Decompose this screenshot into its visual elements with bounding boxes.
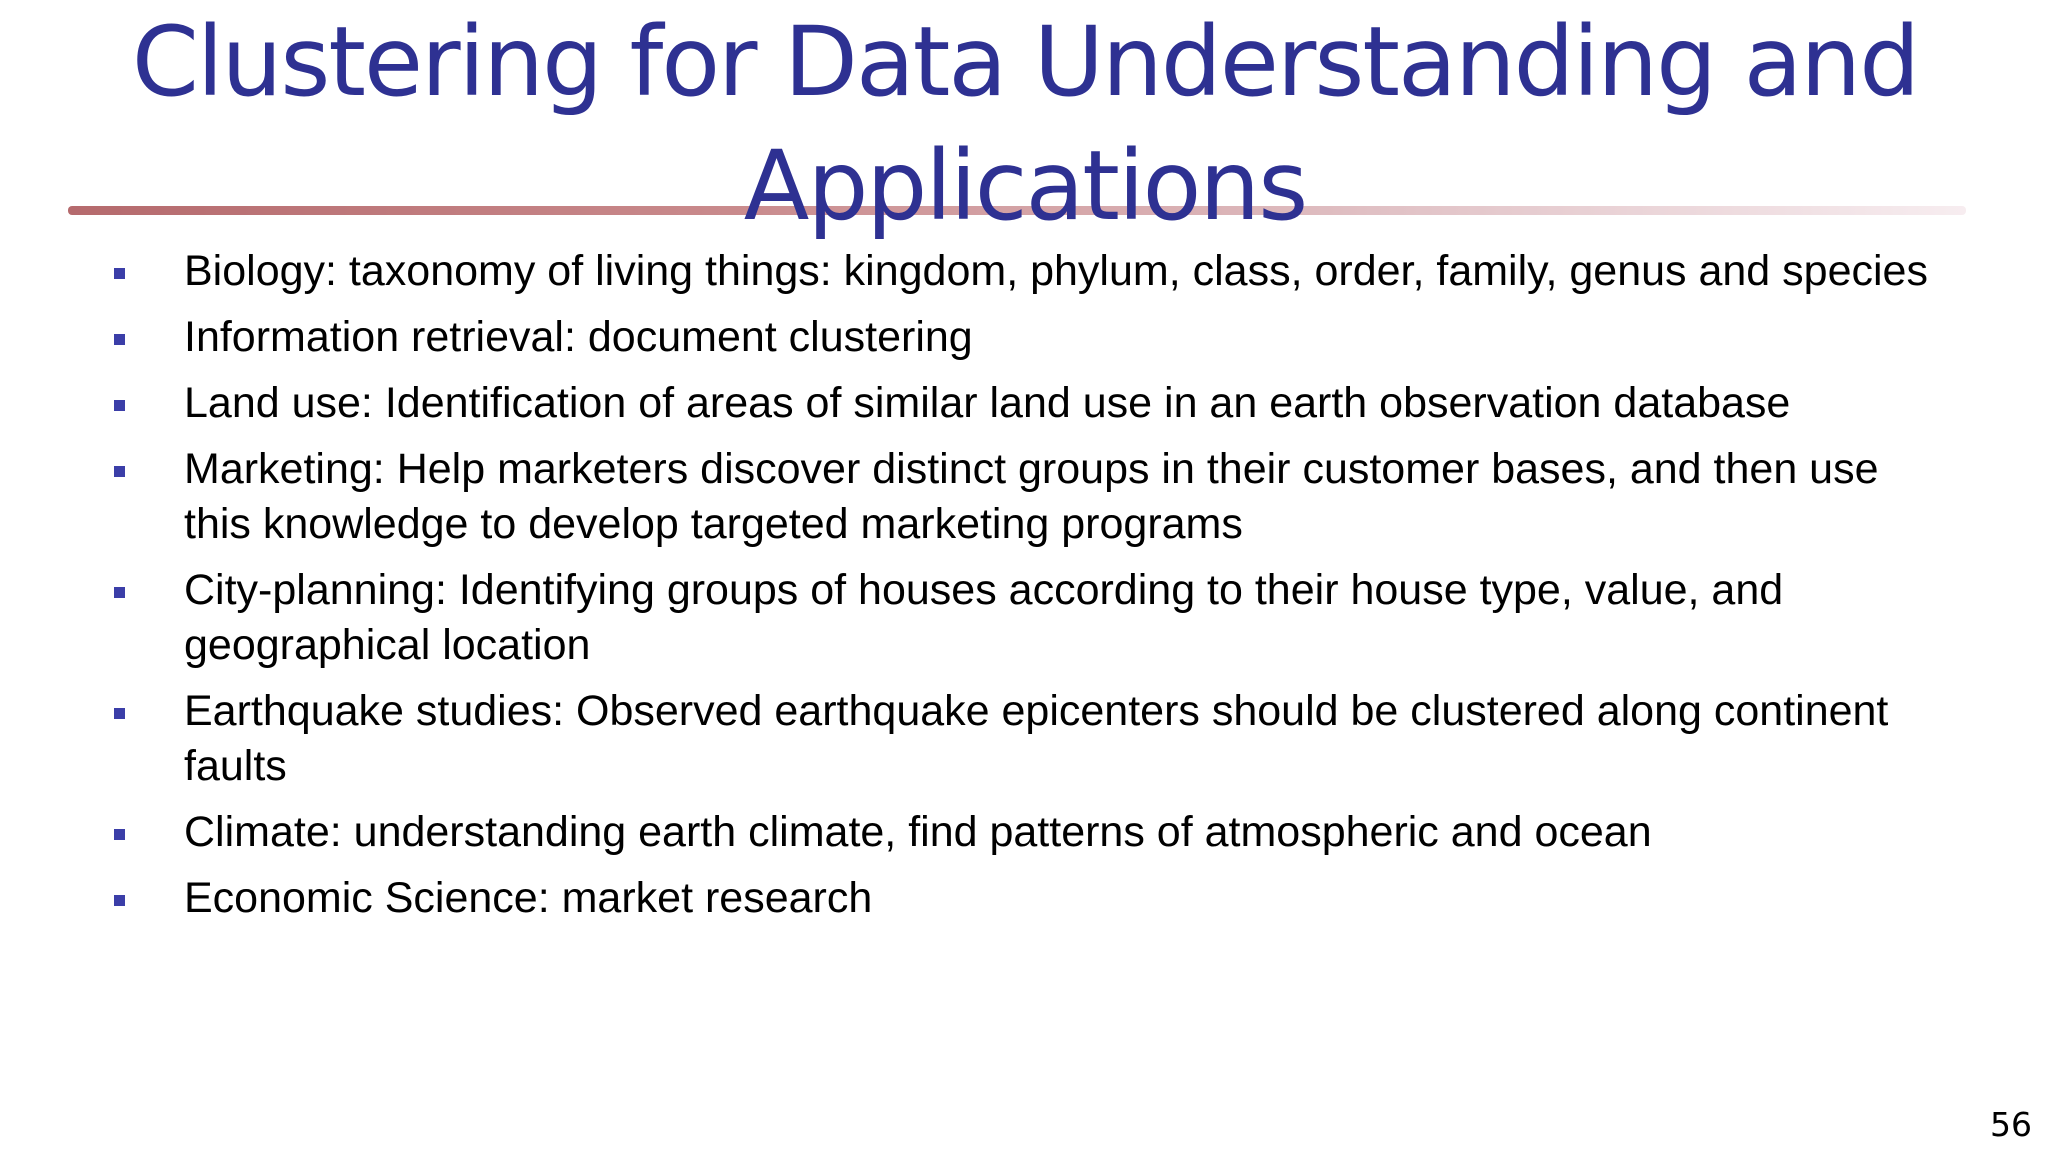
bullet-item [110,376,1940,431]
slide-title: Clustering for Data Understanding and Applications [131,6,1919,242]
bullet-text: Biology: taxonomy of living things: kingdom, phylum, class, order, family, genus and species [184,247,1928,295]
square-bullet-icon [114,708,125,719]
square-bullet-icon [114,466,125,477]
bullet-item [110,563,1940,673]
page-number: 56 [1990,1105,2032,1144]
bullet-text: Economic Science: market research [184,874,873,922]
bullet-list [110,244,1940,937]
square-bullet-icon [114,268,125,279]
bullet-item [110,805,1940,860]
square-bullet-icon [114,829,125,840]
bullet-text: City-planning: Identifying groups of houses according to their house type, value, and geographical location [184,566,1784,669]
bullet-item [110,871,1940,926]
bullet-text: Earthquake studies: Observed earthquake epicenters should be clustered along continent faults [184,687,1889,790]
bullet-text: Marketing: Help marketers discover distinct groups in their customer bases, and then use this knowledge to develop targeted marketing programs [184,445,1879,548]
bullet-item [110,442,1940,552]
square-bullet-icon [114,400,125,411]
bullet-text: Climate: understanding earth climate, find patterns of atmospheric and ocean [184,808,1652,856]
bullet-text: Information retrieval: document clustering [184,313,973,361]
square-bullet-icon [114,587,125,598]
bullet-text: Land use: Identification of areas of similar land use in an earth observation database [184,379,1791,427]
bullet-item [110,684,1940,794]
square-bullet-icon [114,895,125,906]
bullet-item [110,310,1940,365]
bullet-item [110,244,1940,299]
square-bullet-icon [114,334,125,345]
